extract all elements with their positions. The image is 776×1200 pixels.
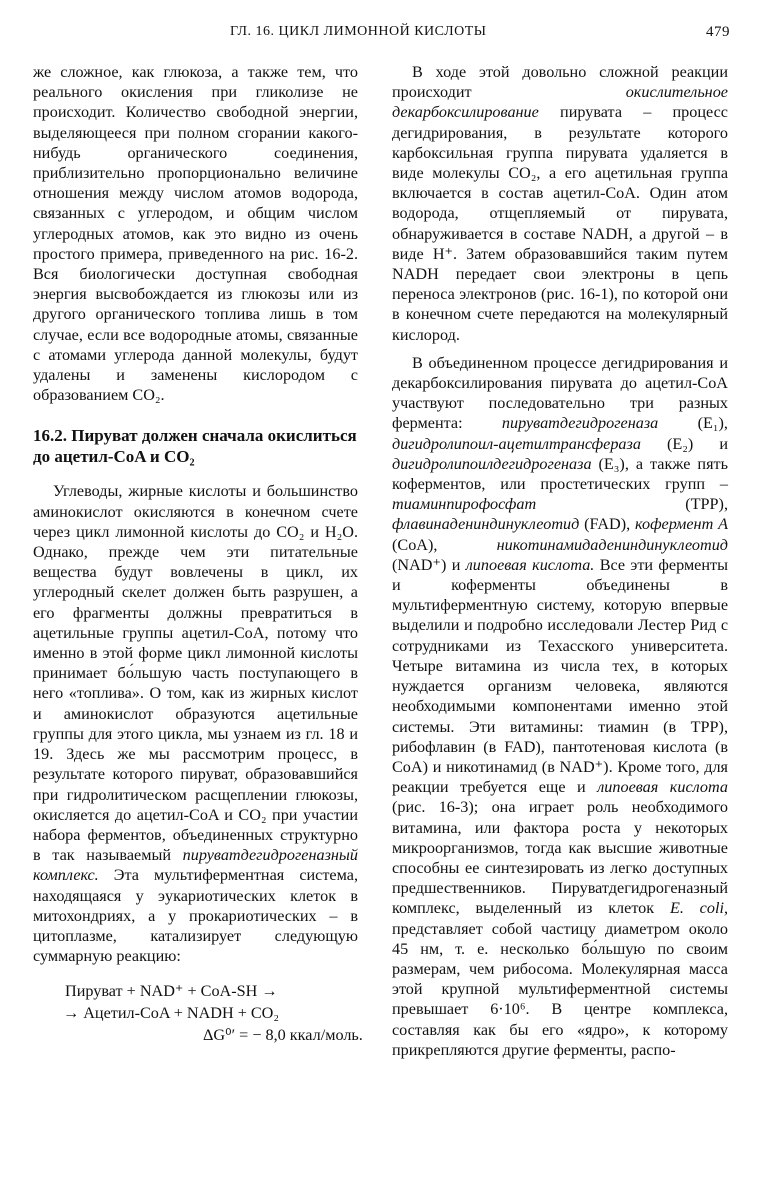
italic-term: пируватдегидрогеназный комплекс. <box>33 846 358 885</box>
italic-term: дигидролипоил-ацетилтрансфераза <box>392 434 641 453</box>
italic-term: никотинамидадениндинуклеотид <box>496 535 728 554</box>
right-column <box>392 62 728 1060</box>
italic-term: липоевая кислота <box>597 778 728 797</box>
italic-term: тиаминпирофосфат <box>392 495 537 514</box>
italic-term: липоевая кислота. <box>465 555 595 574</box>
text-run: (E₁), <box>658 414 728 433</box>
text-run: (E₂) и <box>640 434 728 453</box>
paragraph <box>392 353 728 1060</box>
text-run: пирувата – процесс дегидрирования, в результате которого карбоксильная группа пирувата удаляется в виде молекулы CO₂, а его ацетильная группа включается в состав ацетил-CoA. Один атом водорода, отщепляемый от пирувата, обнаруживается в составе NADH, а другой – в виде H⁺. Затем образовавшийся таким путем NADH передает свои электроны в цепь переноса электронов (рис. 16-1), по которой они в конечном счете передаются на молекулярный кислород. <box>392 103 728 344</box>
equation-line: ΔG⁰′ = − 8,0 ккал/моль. <box>203 1026 363 1045</box>
italic-term: кофермент А <box>635 515 728 534</box>
italic-term: пируватдегидрогеназа <box>501 414 659 433</box>
left-column <box>33 62 363 1046</box>
section-heading: 16.2. Пируват должен сначала окислиться до ацетил-CoA и CO₂ <box>33 426 357 467</box>
text-run: (NAD⁺) и <box>392 555 466 574</box>
text-run: Эта мультиферментная система, находящаяся у эукариотических клеток в митохондриях, а у прокариотических – в цитоплазме, катализирует следующую суммарную реакцию: <box>33 866 358 966</box>
text-run: (CoA), <box>392 535 497 554</box>
italic-term: дигидролипоилдегидрогеназа <box>392 454 592 473</box>
italic-term: окислительное декарбоксилирование <box>392 83 728 122</box>
text-run: (E₃), а также пять коферментов, или простетических групп – <box>392 454 728 494</box>
paragraph <box>33 481 358 966</box>
text-run: Все эти ферменты и коферменты объединены в мультиферментную систему, которую впервые выделили и подробно исследовали Лестер Рид с сотрудниками из Техасского университета. Четыре витамина из числа тех, в которых нуждается организм человека, являются необходимыми компонентами именно этой системы. Эти витамины: тиамин (в TPP), рибофлавин (в FAD), пантотеновая кислота (в CoA) и никотинамид (в NAD⁺). Кроме того, для реакции требуется еще и <box>392 555 728 797</box>
paragraph: же сложное, как глюкоза, а также тем, что реального окисления при гликолизе не происходит. Количество свободной энергии, выделяющееся при полном сгорании какого-нибудь органического соединения, приблизительно пропорционально величине отношения между числом атомов водорода, связанных с углеродом, и общим числом углеродных атомов, как это видно из очень простого примера, приведенного на рис. 16-2. Вся биологически доступная свободная энергия высвобождается из глюкозы или из другого органического топлива лишь в том случае, если все водородные атомы, связанные с атомами углерода данной молекулы, будут удалены и заменены кислородом с образованием CO₂. <box>33 63 358 405</box>
page-number: 479 <box>706 24 730 40</box>
text-run: В объединенном процессе дегидрирования и декарбоксилирования пирувата до ацетил-CoA участвуют последовательно три разных фермента: <box>392 353 728 433</box>
text-run: В ходе этой довольно сложной реакции происходит <box>392 63 728 102</box>
paragraph <box>392 62 728 345</box>
italic-term: E. coli <box>669 899 724 918</box>
chapter-title: ГЛ. 16. ЦИКЛ ЛИМОННОЙ КИСЛОТЫ <box>230 24 487 39</box>
text-run: (FAD), <box>579 515 636 534</box>
italic-term: флавинадениндинуклеотид <box>392 515 580 534</box>
text-run: , представляет собой частицу диаметром около 45 нм, т. е. несколько бо́льшую по своим размерам, чем рибосома. Молекулярная масса этой крупной мультиферментной системы превышает 6·10⁶. В центре комплекса, составляя как бы его «ядро», к которому прикрепляются другие ферменты, распо- <box>392 899 728 1059</box>
paragraph-gap <box>392 345 728 353</box>
running-header <box>60 24 730 48</box>
text-run: Углеводы, жирные кислоты и большинство аминокислот окисляются в конечном счете через цикл лимонной кислоты до CO₂ и H₂O. Однако, прежде чем эти питательные вещества будут вовлечены в цикл, их углеродный скелет должен быть разрушен, а его фрагменты должны превратиться в ацетильные группы ацетил-CoA, потому что именно в этой форме цикл лимонной кислоты принимает бо́льшую часть поступающего в него «топлива». О том, как из жирных кислот и аминокислот образуются ацетильные группы для этого цикла, мы узнаем из гл. 18 и 19. Здесь же мы рассмотрим процесс, в результате которого пируват, образовавшийся при гидролитическом расщеплении глюкозы, окисляется до ацетил-CoA и CO₂ при участии набора ферментов, объединенных структурно в так называемый <box>33 482 358 865</box>
reaction-equation <box>33 980 363 1046</box>
text-run: (TPP), <box>536 495 728 514</box>
text-run: (рис. 16-3); она играет роль необходимого витамина, или фактора роста у некоторых микроорганизмов, тогда как высшие животные способны ее синтезировать из легко доступных предшественников. Пируватдегидрогеназный комплекс, выделенный из клеток <box>392 798 728 918</box>
equation-line: → Ацетил-CoA + NADH + CO₂ <box>63 1004 280 1023</box>
equation-line: Пируват + NAD⁺ + CoA-SH → <box>65 982 278 1001</box>
